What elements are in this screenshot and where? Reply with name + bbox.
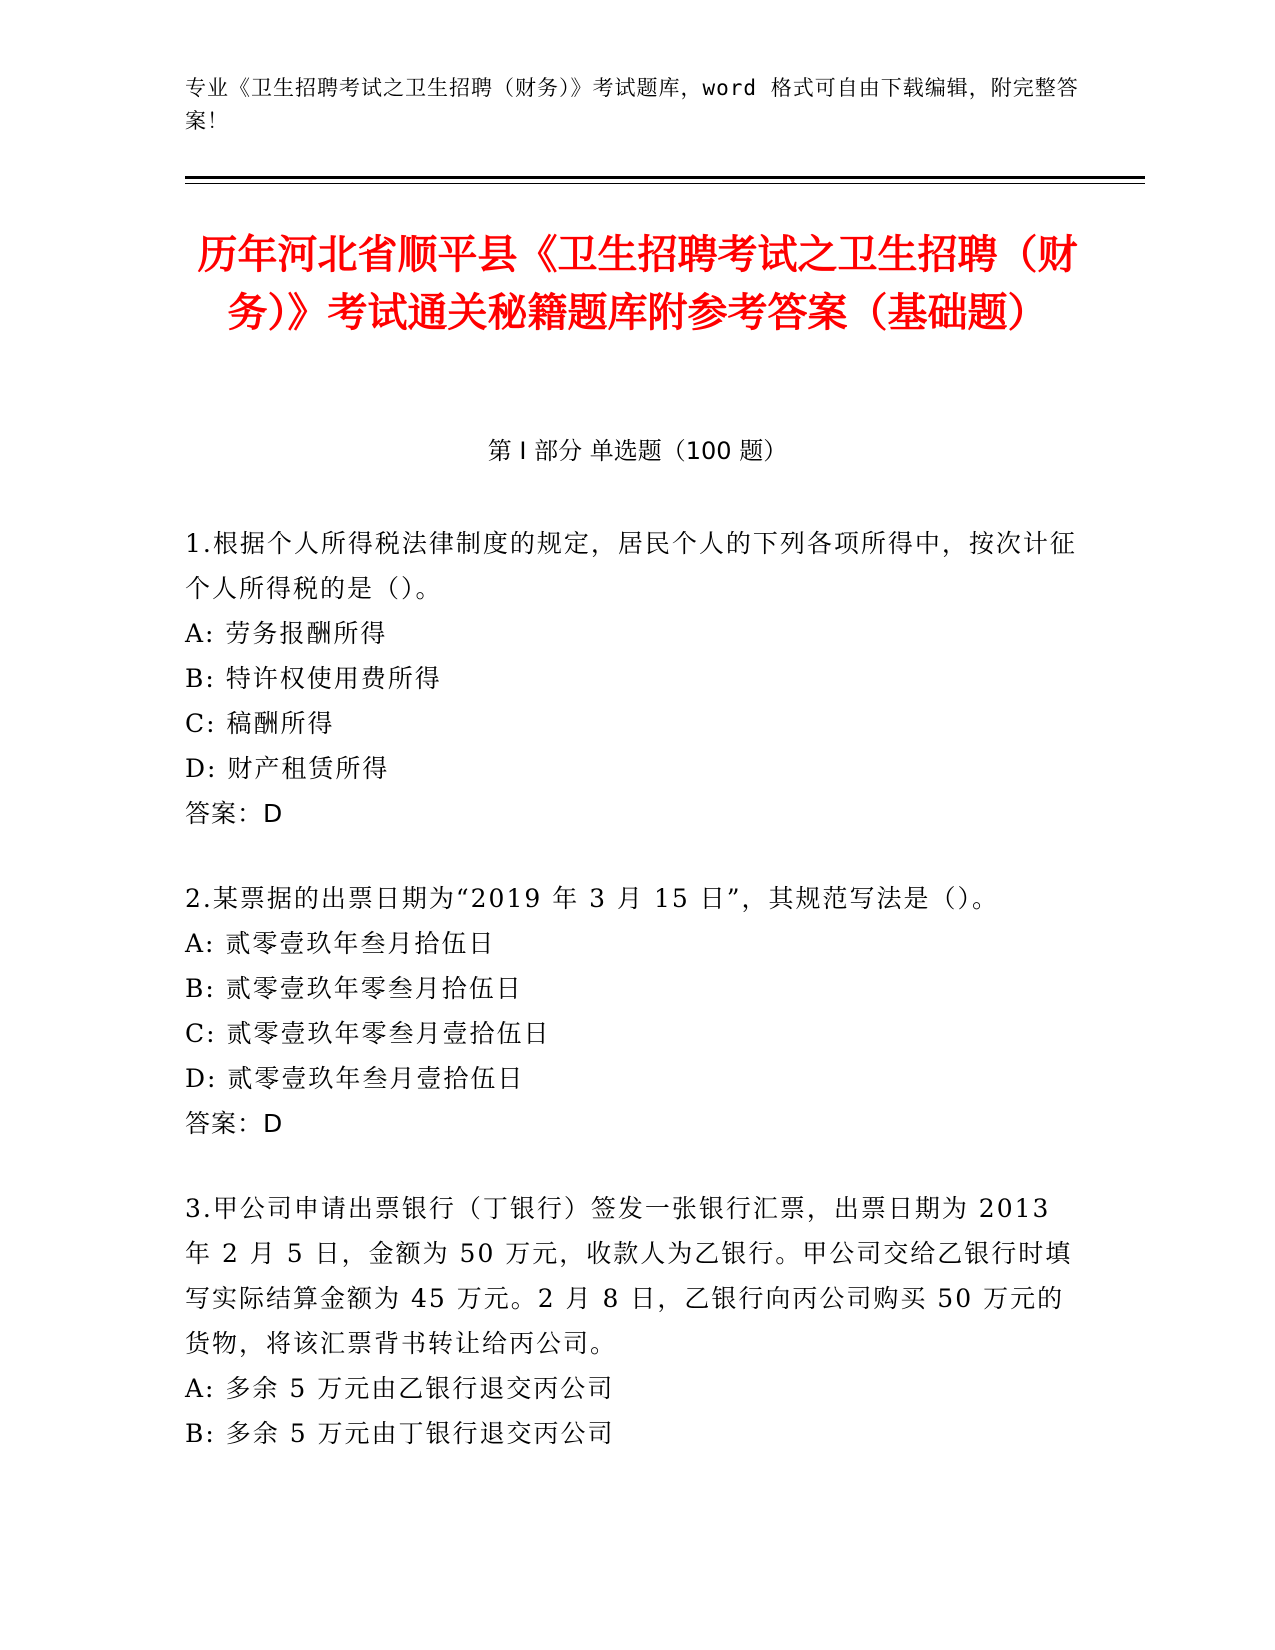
document-title: 历年河北省顺平县《卫生招聘考试之卫生招聘（财务）》考试通关秘籍题库附参考答案（基础题）	[197, 232, 1078, 336]
question-1	[185, 521, 1085, 836]
question-stem: 2.某票据的出票日期为“2019 年 3 月 15 日”，其规范写法是（）。	[185, 884, 999, 913]
option-d: D: 财产租赁所得	[185, 754, 390, 783]
option-d: D: 贰零壹玖年叁月壹拾伍日	[185, 1064, 525, 1093]
question-stem: 1.根据个人所得税法律制度的规定，居民个人的下列各项所得中，按次计征个人所得税的是（）。	[185, 529, 1077, 603]
question-2	[185, 876, 1085, 1146]
question-3	[185, 1186, 1085, 1456]
header-note: 专业《卫生招聘考试之卫生招聘（财务）》考试题库，word 格式可自由下载编辑，附完整答案！	[185, 76, 1079, 133]
question-list	[185, 521, 1085, 1496]
header-rule-thin	[185, 183, 1145, 184]
header-rule-thick	[185, 176, 1145, 179]
option-b: B: 贰零壹玖年零叁月拾伍日	[185, 974, 523, 1003]
question-stem: 3.甲公司申请出票银行（丁银行）签发一张银行汇票，出票日期为 2013 年 2 月 5 日，金额为 50 万元，收款人为乙银行。甲公司交给乙银行时填写实际结算金额为 45 万元。2 月 8 日，乙银行向丙公司购买 50 万元的货物，将该汇票背书转让给丙公司。	[185, 1194, 1073, 1358]
option-a: A: 劳务报酬所得	[185, 619, 388, 648]
option-b: B: 特许权使用费所得	[185, 664, 442, 693]
option-a: A: 多余 5 万元由乙银行退交丙公司	[185, 1374, 615, 1403]
section-title: 第 I 部分 单选题（100 题）	[487, 437, 788, 465]
option-c: C: 贰零壹玖年零叁月壹拾伍日	[185, 1019, 551, 1048]
answer: 答案：D	[185, 799, 284, 828]
option-b: B: 多余 5 万元由丁银行退交丙公司	[185, 1419, 615, 1448]
option-a: A: 贰零壹玖年叁月拾伍日	[185, 929, 496, 958]
answer: 答案：D	[185, 1109, 284, 1138]
option-c: C: 稿酬所得	[185, 709, 335, 738]
